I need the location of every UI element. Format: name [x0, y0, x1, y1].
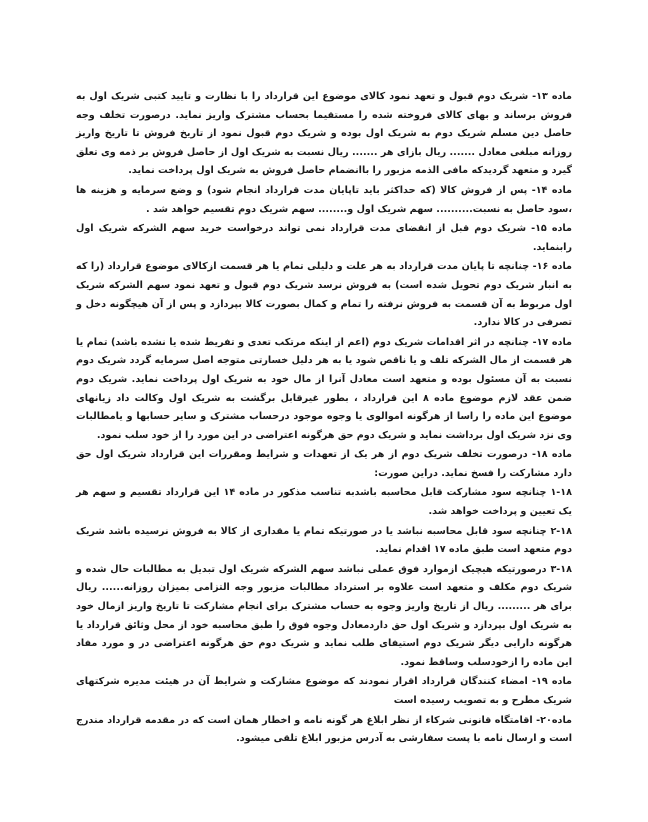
article-17: ماده ۱۷- چنانچه در اثر اقدامات شریک دوم (اعم از اینکه مرتکب تعدی و تفریط شده یا نشده باشد) تمام یا هر قسمت از مال الشرکه تلف و یا ناقص شود یا به هر دلیل خسارتی متوجه اصل سرمایه گردد شریک دوم نسبت به آن مسئول بوده و متعهد است معادل آنرا از مال خود به شریک اول پرداخت نماید. شریک دوم ضمن عقد لازم موضوع ماده ۸ این قرارداد ، بطور غیرقابل برگشت به شریک اول وکالت داد زیانهای موضوع این ماده را راسا از هرگونه اموالوی یا وجوه موجود درحساب مشترک و سایر حسابها و یامطالبات وی نزد شریک اول برداشت نماید و شریک دوم حق هرگونه اعتراضی در این مورد را از خود سلب نمود.: [76, 336, 572, 441]
clause-18-2: ۲-۱۸ چنانچه سود قابل محاسبه نباشد یا در صورتیکه تمام یا مقداری از کالا به فروش نرسیده باشد شریک دوم متعهد است طبق ماده ۱۷ اقدام نماید.: [76, 525, 572, 556]
clause-18-1: ۱-۱۸ چنانچه سود مشارکت قابل محاسبه باشدبه تناسب مذکور در ماده ۱۴ این قرارداد تقسیم و سهم هر یک تعیین و پرداخت خواهد شد.: [76, 487, 572, 518]
article-18: ماده ۱۸- درصورت تخلف شریک دوم از هر یک از تعهدات و شرایط ومقررات این قرارداد شریک اول حق دارد مشارکت را فسخ نماید. دراین صورت:: [76, 449, 572, 479]
article-16: ماده ۱۶- چنانچه تا پایان مدت قرارداد به هر علت و دلیلی تمام یا هر قسمت ازکالای موضوع قرارداد (را که به انبار شریک دوم تحویل شده است) به فروش نرسد شریک دوم قبول و تعهد نمود سهم الشرکه شریک اول مربوط به آن قسمت به فروش نرفته را تمام و کمال بصورت کالا بپردازد و پس از آن هیچگونه دخل و تصرفی در کالا ندارد.: [76, 261, 572, 329]
article-14: ماده ۱۴- پس از فروش کالا (که حداکثر باید تاپایان مدت قرارداد انجام شود) و وضع سرمایه و هزینه ها ،سود حاصل به نسبت.......... سهم شریک اول و........ سهم شریک دوم تقسیم خواهد شد .: [76, 184, 572, 215]
clause-18-3: ۳-۱۸ درصورتیکه هیچیک ازموارد فوق عملی نباشد سهم الشرکه شریک اول تبدیل به مطالبات حال شده و شریک دوم مکلف و متعهد است علاوه بر استرداد مطالبات مزبور وجه التزامی بمیزان روزانه...... ریال برای هر ......... ریال از تاریخ واریز وجوه به حساب مشترک برای انجام مشارکت تا تاریخ واریز ازمال خود به شریک اول بپردازد و شریک اول حق داردمعادل وجوه فوق را طبق محاسبه خود از محل وثائق قرارداد یا هرگونه دارایی دیگر شریک دوم استیفای طلب نماید و شریک دوم حق هرگونه اعتراضی در و مورد مفاد این ماده را ازخودسلب وساقط نمود.: [76, 563, 572, 668]
article-19: ماده ۱۹- امضاء کنندگان قرارداد اقرار نمودند که موضوع مشارکت و شرایط آن در هیئت مدیره شرکتهای شریک مطرح و به تصویب رسیده است: [76, 676, 572, 706]
document-body: [76, 88, 572, 750]
article-15: ماده ۱۵- شریک دوم قبل از انقضای مدت قرارداد نمی تواند درخواست خرید سهم الشرکه شریک اول رابنماید.: [76, 223, 572, 253]
article-13: ماده ۱۳- شریک دوم قبول و تعهد نمود کالای موضوع این قرارداد را با نظارت و تایید کتبی شریک اول به فروش برساند و بهای کالای فروخته شده را مستقیما بحساب مشترک واریز نماید. درصورت تخلف وجه حاصل دین مسلم شریک دوم به شریک اول بوده و شریک دوم قبول نمود از تاریخ فروش تا تاریخ واریز روزانه مبلغی معادل ....... ریال بازای هر ....... ریال نسبت به شریک اول از حاصل فروش بر ذمه وی تعلق گیرد و متعهد گردیدکه مافی الذمه مزبور را باانضمام حاصل فروش به شریک اول پرداخت نماید.: [76, 91, 572, 177]
article-20: ماده۲۰- اقامتگاه قانونی شرکاء از نظر ابلاغ هر گونه نامه و اخطار همان است که در مقدمه قرارداد مندرج است و ارسال نامه با پست سفارشی به آدرس مزبور ابلاغ تلقی میشود.: [76, 714, 572, 745]
